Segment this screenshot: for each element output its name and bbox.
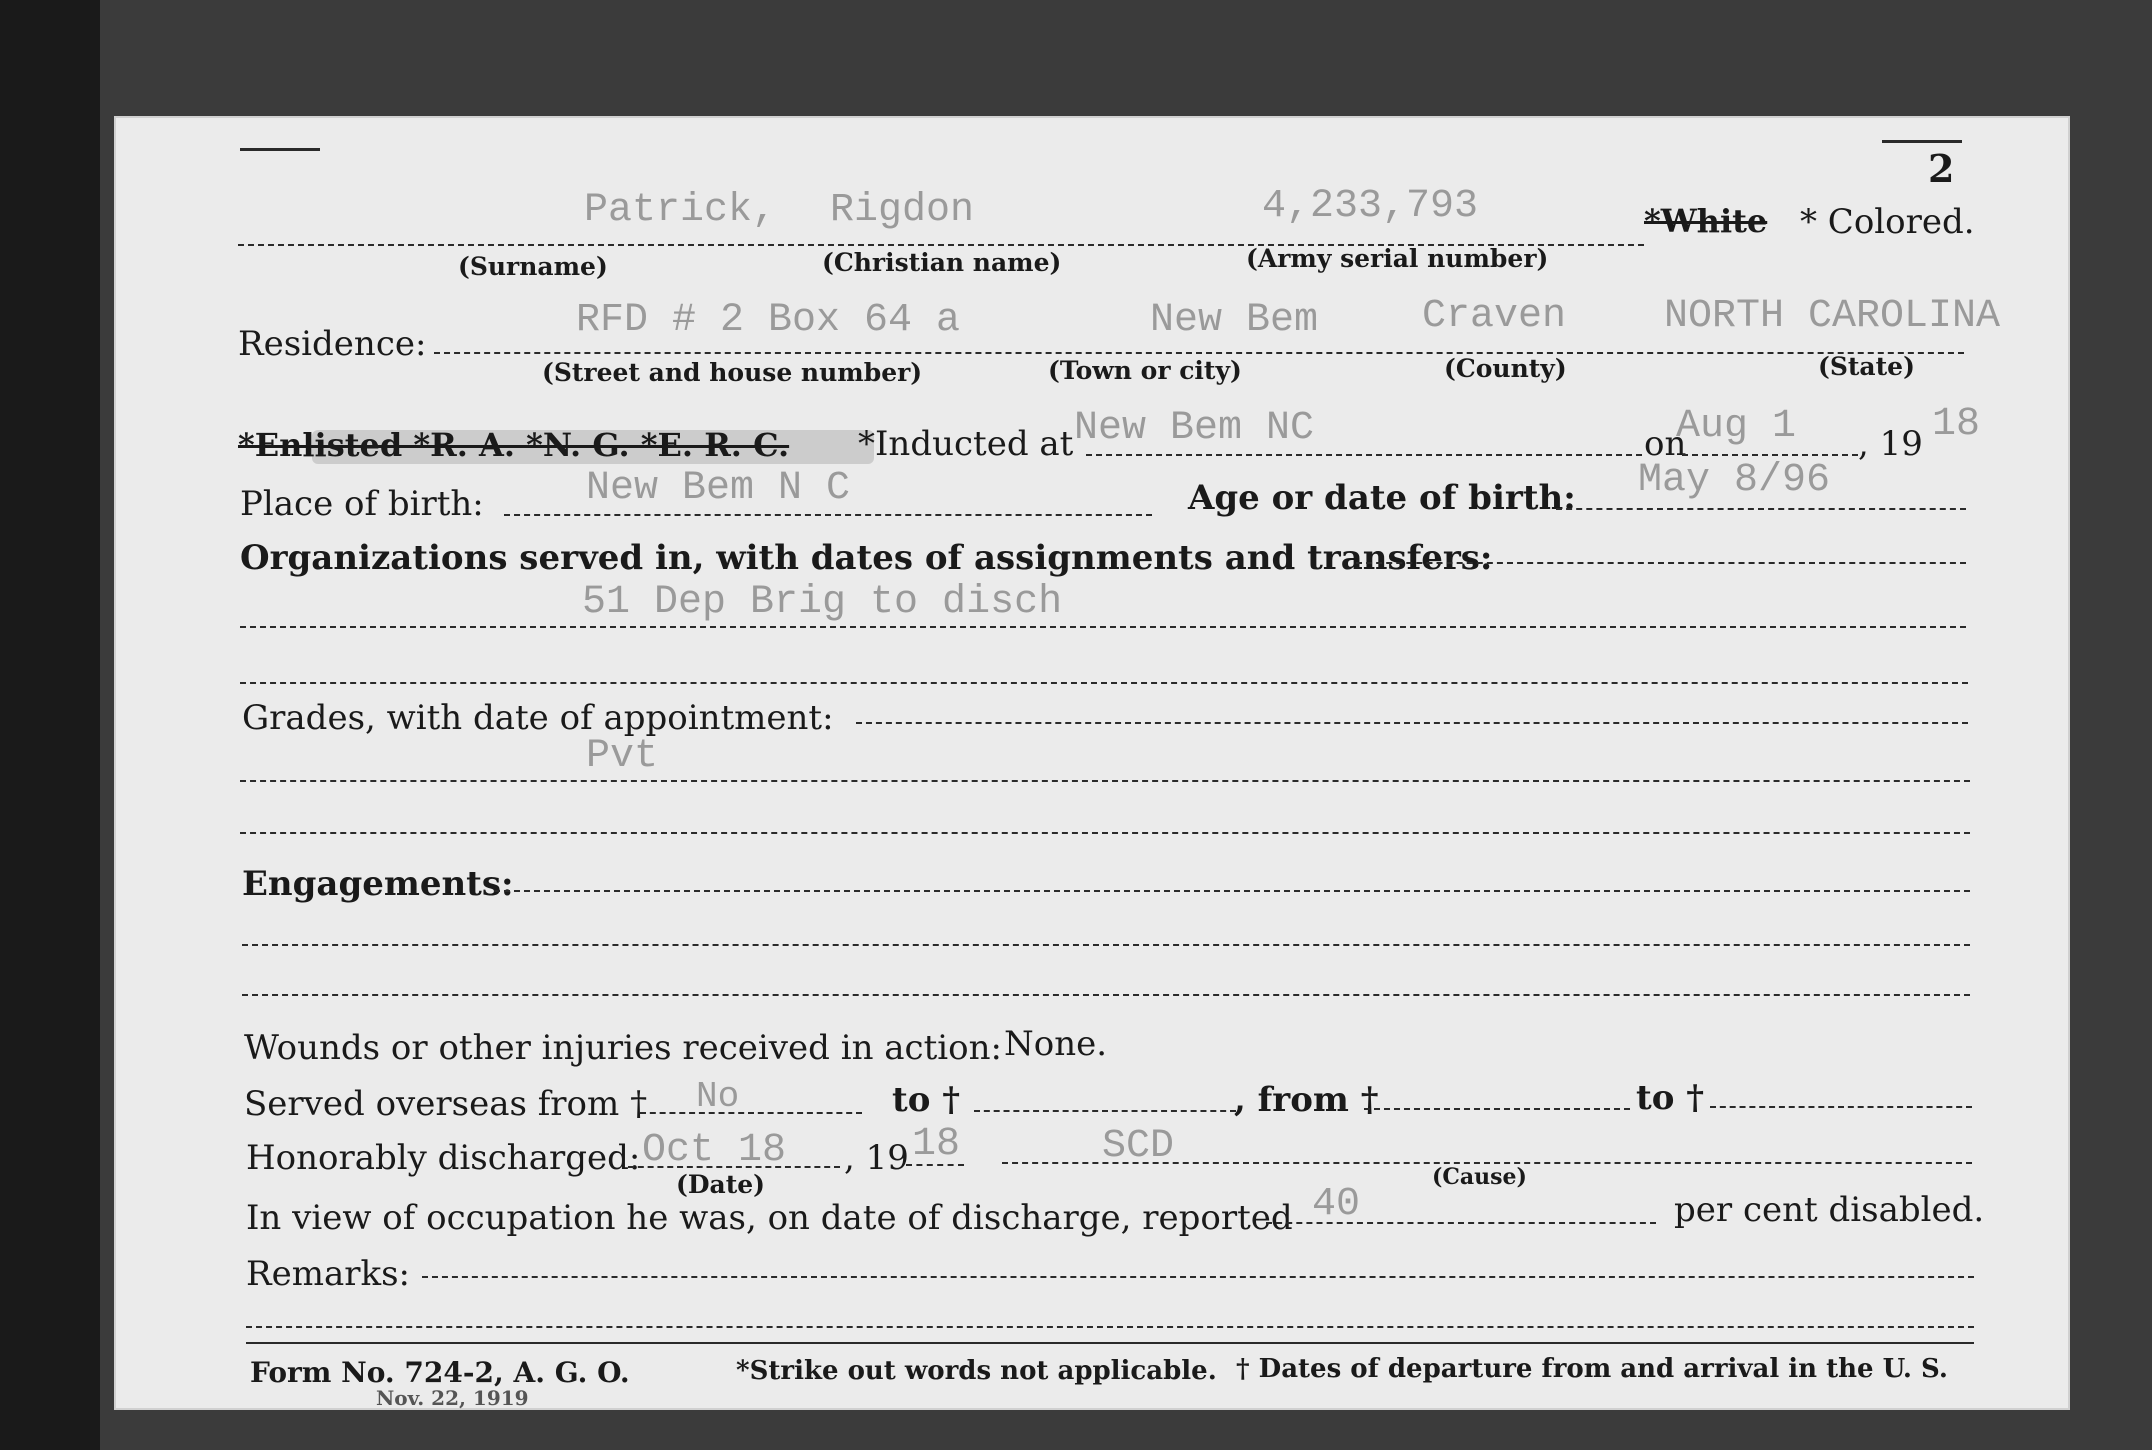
residence-state: NORTH CAROLINA: [1664, 294, 2001, 339]
discharge-cause-caption: (Cause): [1432, 1164, 1527, 1190]
grades-line-1: [240, 780, 1970, 782]
grades-line-0: [856, 722, 1968, 724]
year-prefix: , 19: [1858, 424, 1923, 464]
christian-name-value: Rigdon: [830, 188, 975, 233]
engagements-line-0: [494, 890, 1970, 892]
strike-note: *Strike out words not applicable.: [736, 1356, 1217, 1386]
discharge-label: Honorably discharged:: [246, 1138, 641, 1178]
overseas-from2-label: , from †: [1234, 1080, 1379, 1120]
surname-caption: (Surname): [458, 252, 608, 281]
card-number: 2: [1928, 146, 1955, 191]
street-caption: (Street and house number): [542, 358, 923, 387]
service-record-card: [116, 118, 2068, 1408]
overseas-to-label: to †: [892, 1080, 960, 1120]
engagements-line-2: [242, 994, 1970, 996]
residence-label: Residence:: [238, 324, 427, 364]
grades-label: Grades, with date of appointment:: [242, 698, 834, 738]
discharge-year-line: [906, 1164, 964, 1166]
wounds-label: Wounds or other injuries received in action:: [244, 1028, 1002, 1068]
remarks-line-1: [246, 1326, 1974, 1328]
top-right-mark: [1882, 140, 1962, 143]
overseas-from-line: [640, 1112, 862, 1114]
discharge-year: 18: [912, 1122, 961, 1167]
residence-line: [434, 352, 1964, 354]
engagements-label: Engagements:: [242, 864, 514, 904]
state-caption: (State): [1818, 352, 1915, 381]
discharge-date: Oct 18: [642, 1128, 787, 1173]
induction-year: 18: [1932, 402, 1981, 447]
town-caption: (Town or city): [1048, 356, 1242, 385]
disability-suffix: per cent disabled.: [1674, 1190, 1985, 1230]
inducted-line: [1086, 454, 1642, 456]
top-left-mark: [240, 148, 320, 151]
induction-date-line: [1682, 454, 1858, 456]
discharge-cause: SCD: [1102, 1124, 1175, 1169]
on-label: on: [1644, 424, 1687, 464]
inducted-place: New Bem NC: [1074, 406, 1315, 451]
birthdate-line: [1556, 508, 1966, 510]
dates-note: † Dates of departure from and arrival in the U. S.: [1236, 1354, 1948, 1384]
surname-value: Patrick,: [584, 188, 777, 233]
disability-line: [1266, 1222, 1656, 1224]
overseas-from2-line: [1364, 1108, 1630, 1110]
wounds-value: None.: [1004, 1024, 1108, 1064]
overseas-from-value: No: [696, 1076, 740, 1117]
county-caption: (County): [1444, 354, 1567, 383]
birthplace-label: Place of birth:: [240, 484, 484, 524]
disability-value: 40: [1312, 1182, 1361, 1227]
birthplace-value: New Bem N C: [586, 466, 851, 511]
induction-date: Aug 1: [1676, 404, 1797, 449]
disability-label: In view of occupation he was, on date of discharge, reported: [246, 1198, 1293, 1238]
birthdate-label: Age or date of birth:: [1188, 478, 1576, 518]
organizations-line-2: [240, 682, 1968, 684]
residence-town: New Bem: [1150, 298, 1319, 343]
engagements-line-1: [242, 944, 1970, 946]
birthplace-line: [504, 514, 1152, 516]
discharge-date-line: [628, 1166, 840, 1168]
race-colored: * Colored.: [1800, 202, 1975, 242]
organizations-line-1: [240, 626, 1966, 628]
discharge-date-caption: (Date): [676, 1170, 765, 1199]
dark-left-edge: [0, 0, 100, 1450]
organizations-entry: 51 Dep Brig to disch: [582, 580, 1063, 625]
christian-caption: (Christian name): [822, 248, 1062, 277]
grades-line-2: [240, 832, 1970, 834]
overseas-label: Served overseas from †: [244, 1084, 648, 1124]
discharge-year-prefix: , 19: [844, 1138, 909, 1178]
overseas-to2-line: [1710, 1106, 1972, 1108]
grades-entry: Pvt: [586, 734, 659, 779]
race-white-struck: *White: [1644, 202, 1768, 240]
organizations-line-0: [1356, 562, 1966, 564]
inducted-label: *Inducted at: [858, 424, 1074, 464]
overseas-to-line: [974, 1110, 1236, 1112]
footer-rule: [246, 1342, 1974, 1344]
organizations-label: Organizations served in, with dates of assignments and transfers:: [240, 538, 1493, 578]
serial-caption: (Army serial number): [1246, 244, 1549, 273]
serial-number-value: 4,233,793: [1262, 184, 1479, 229]
form-number: Form No. 724-2, A. G. O.: [250, 1356, 630, 1389]
overseas-to2-label: to †: [1636, 1078, 1704, 1118]
residence-street: RFD # 2 Box 64 a: [576, 298, 961, 343]
remarks-line-0: [422, 1276, 1974, 1278]
remarks-label: Remarks:: [246, 1254, 410, 1294]
enlisted-options-struck: *Enlisted *R. A. *N. G. *E. R. C.: [238, 426, 790, 464]
residence-county: Craven: [1422, 294, 1567, 339]
form-date: Nov. 22, 1919: [376, 1386, 529, 1410]
birthdate-value: May 8/96: [1638, 458, 1831, 503]
